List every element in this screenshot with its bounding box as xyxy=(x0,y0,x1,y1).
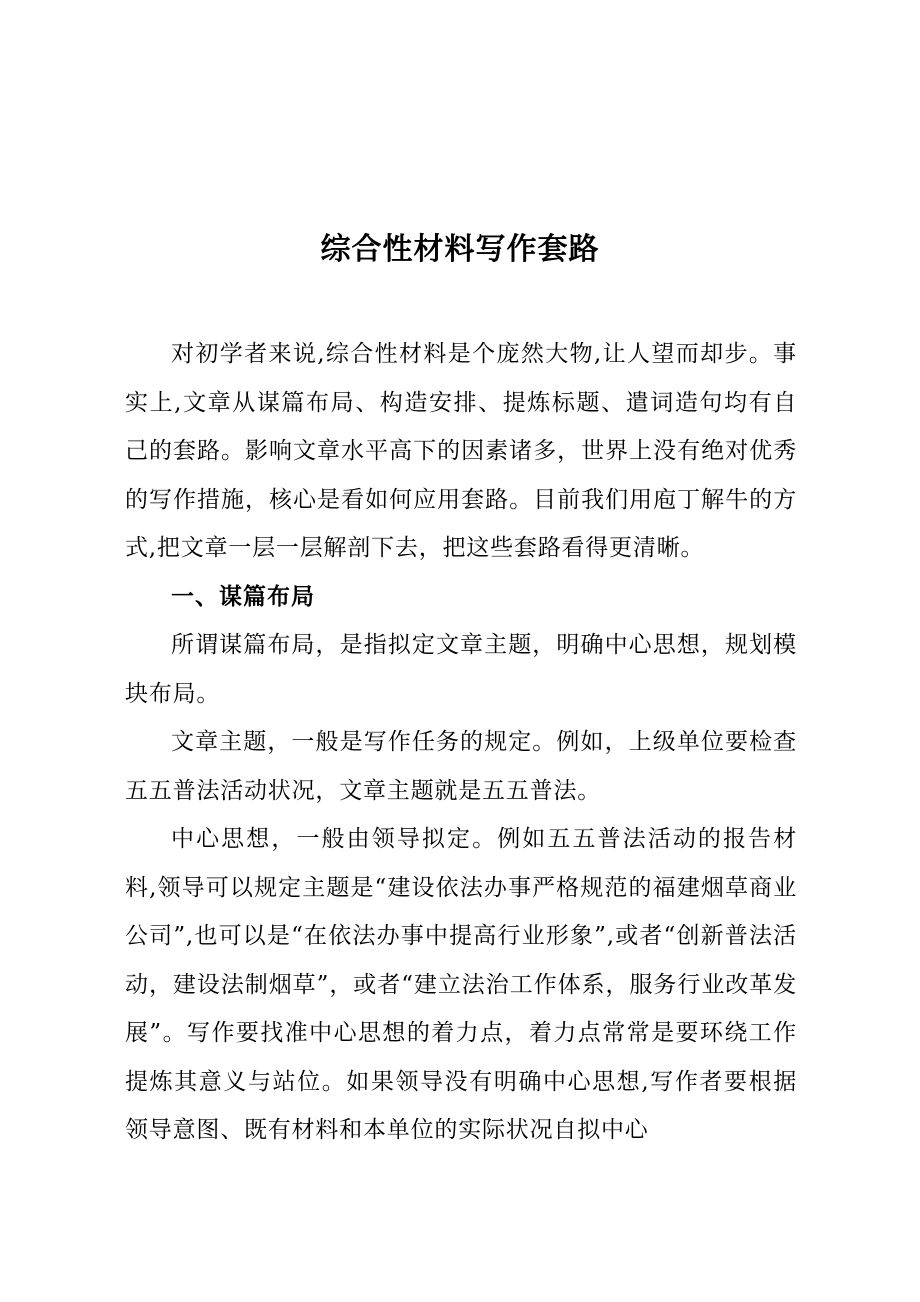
document-title: 综合性材料写作套路 xyxy=(320,232,600,267)
intro-paragraph: 对初学者来说,综合性材料是个庞然大物,让人望而却步。事实上,文章从谋篇布局、构造安排、提炼标题、遣词造句均有自己的套路。影响文章水平高下的因素诸多，世界上没有绝对优秀的写作措施，核心是看如何应用套路。目前我们用庖丁解牛的方式,把文章一层一层解剖下去，把这些套路看得更清晰。 xyxy=(125,341,797,561)
section-heading-planning-layout: 一、谋篇布局 xyxy=(171,583,315,610)
paragraph-article-theme: 文章主题，一般是写作任务的规定。例如，上级单位要检查五五普法活动状况，文章主题就是五五普法。 xyxy=(125,729,797,804)
paragraph-layout-definition: 所谓谋篇布局，是指拟定文章主题，明确中心思想，规划模块布局。 xyxy=(125,632,797,707)
document-body xyxy=(125,330,797,1155)
paragraph-central-idea: 中心思想，一般由领导拟定。例如五五普法活动的报告材料,领导可以规定主题是“建设依法办事严格规范的福建烟草商业公司”,也可以是“在依法办事中提高行业形象”,或者“创新普法活动，建设法制烟草”，或者“建立法治工作体系，服务行业改革发展”。写作要找准中心思想的着力点，着力点常常是要环绕工作提炼其意义与站位。如果领导没有明确中心思想,写作者要根据领导意图、既有材料和本单位的实际状况自拟中心 xyxy=(125,826,797,1143)
